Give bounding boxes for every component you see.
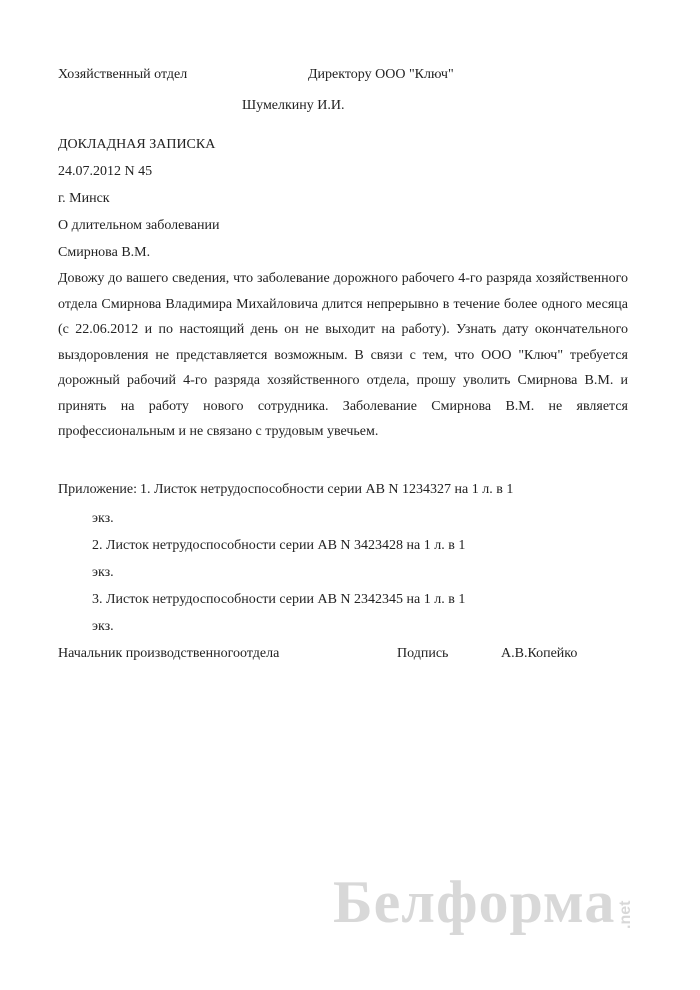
addressee-line-1: Директору ООО "Ключ" <box>308 67 454 82</box>
attachment-2-line-2: экз. <box>92 565 114 580</box>
document-subject-line-1: О длительном заболевании <box>58 218 220 233</box>
attachment-1-line-2: экз. <box>92 511 114 526</box>
signature-label: Подпись <box>397 646 449 661</box>
attachment-2-line-1: 2. Листок нетрудоспособности серии АВ N 3423428 на 1 л. в 1 <box>92 538 466 553</box>
document-body: Довожу до вашего сведения, что заболевание дорожного рабочего 4-го разряда хозяйственного отдела Смирнова Владимира Михайловича длится непрерывно в течение более одного месяца (с 22.06.2012 и по настоящий день он не выходит на работу). Узнать дату окончательного выздоровления не представляется возможным. В связи с тем, что ООО "Ключ" требуется дорожный рабочий 4-го разряда хозяйственного отдела, прошу уволить Смирнова В.М. и принять на работу нового сотрудника. Заболевание Смирнова В.М. не является профессиональным и не связано с трудовым увечьем. <box>58 271 628 439</box>
watermark-suffix: .net <box>617 900 634 929</box>
document-subject-line-2: Смирнова В.М. <box>58 245 151 260</box>
document-title: ДОКЛАДНАЯ ЗАПИСКА <box>58 137 216 152</box>
signature-position: Начальник производственногоотдела <box>58 646 280 661</box>
document-date-number: 24.07.2012 N 45 <box>58 164 153 179</box>
attachment-3-line-2: экз. <box>92 619 114 634</box>
attachments-label: Приложение: <box>58 482 138 497</box>
signature-name: А.В.Копейко <box>501 646 578 661</box>
department-name: Хозяйственный отдел <box>58 67 188 82</box>
attachment-1-line-1: 1. Листок нетрудоспособности серии АВ N 1234327 на 1 л. в 1 <box>140 482 514 497</box>
watermark-logo: Белформа <box>333 869 616 935</box>
document-place: г. Минск <box>58 191 110 206</box>
attachment-3-line-1: 3. Листок нетрудоспособности серии АВ N 2342345 на 1 л. в 1 <box>92 592 466 607</box>
addressee-line-2: Шумелкину И.И. <box>242 98 345 113</box>
